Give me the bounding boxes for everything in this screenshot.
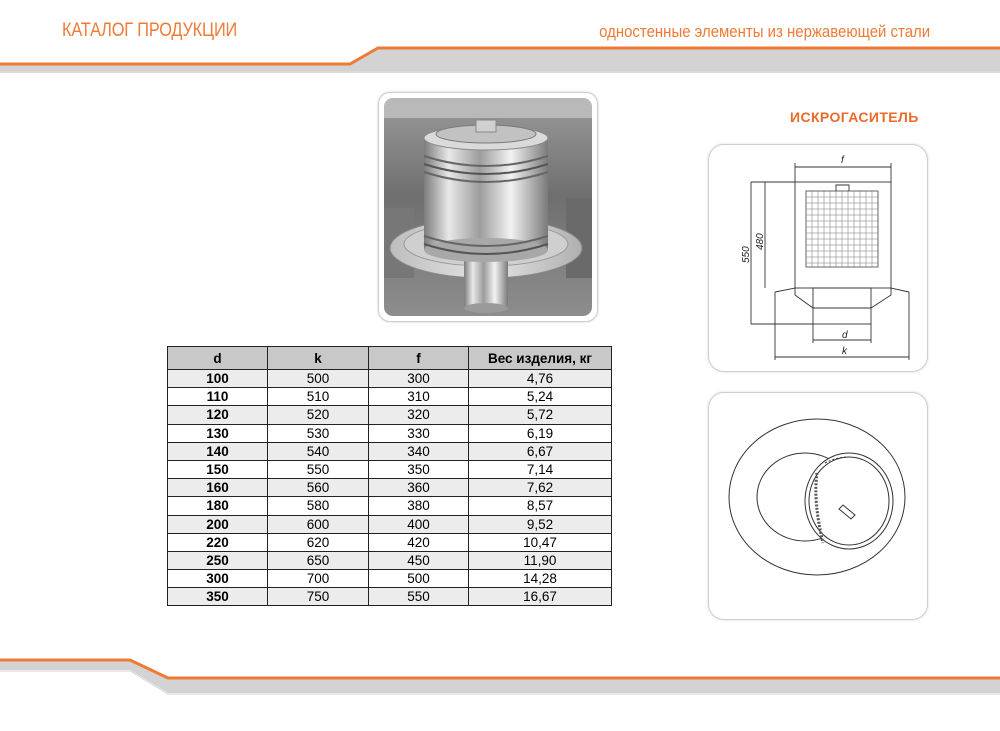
cell-weight: 5,72 <box>469 406 612 424</box>
cell-weight: 9,52 <box>469 515 612 533</box>
table-row <box>168 370 612 388</box>
product-photo <box>384 98 592 316</box>
catalog-title: КАТАЛОГ ПРОДУКЦИИ <box>62 20 238 41</box>
dimension-label-550: 550 <box>741 246 752 263</box>
column-header-d: d <box>168 347 268 370</box>
cell-weight: 6,67 <box>469 442 612 460</box>
cell-weight: 8,57 <box>469 497 612 515</box>
product-title: ИСКРОГАСИТЕЛЬ <box>790 109 919 125</box>
cell-d: 130 <box>168 424 268 442</box>
table-row <box>168 533 612 551</box>
cell-k: 700 <box>268 570 369 588</box>
cell-k: 750 <box>268 588 369 606</box>
side-view-drawing-frame <box>708 144 928 372</box>
cell-d: 350 <box>168 588 268 606</box>
cell-d: 220 <box>168 533 268 551</box>
cell-d: 100 <box>168 370 268 388</box>
cell-weight: 14,28 <box>469 570 612 588</box>
cell-weight: 10,47 <box>469 533 612 551</box>
cell-f: 360 <box>369 479 469 497</box>
table-row <box>168 515 612 533</box>
perspective-drawing <box>709 393 927 619</box>
cell-d: 120 <box>168 406 268 424</box>
cell-f: 320 <box>369 406 469 424</box>
cell-f: 550 <box>369 588 469 606</box>
table-row <box>168 479 612 497</box>
cell-d: 150 <box>168 460 268 478</box>
section-subtitle: одностенные элементы из нержавеющей стали <box>599 22 930 41</box>
dimension-label-k: k <box>842 346 847 357</box>
cell-weight: 7,14 <box>469 460 612 478</box>
cell-f: 310 <box>369 388 469 406</box>
cell-k: 620 <box>268 533 369 551</box>
cell-d: 250 <box>168 551 268 569</box>
cell-f: 380 <box>369 497 469 515</box>
cell-d: 140 <box>168 442 268 460</box>
cell-weight: 6,19 <box>469 424 612 442</box>
cell-k: 580 <box>268 497 369 515</box>
table-row <box>168 424 612 442</box>
cell-d: 110 <box>168 388 268 406</box>
table-row <box>168 588 612 606</box>
cell-d: 300 <box>168 570 268 588</box>
cell-k: 500 <box>268 370 369 388</box>
cell-d: 180 <box>168 497 268 515</box>
cell-k: 600 <box>268 515 369 533</box>
perspective-drawing-frame <box>708 392 928 620</box>
table-row <box>168 388 612 406</box>
cell-f: 400 <box>369 515 469 533</box>
cell-f: 450 <box>369 551 469 569</box>
cell-k: 560 <box>268 479 369 497</box>
cell-weight: 5,24 <box>469 388 612 406</box>
cell-f: 350 <box>369 460 469 478</box>
cell-f: 330 <box>369 424 469 442</box>
dimension-label-f: f <box>841 155 844 166</box>
table-row <box>168 497 612 515</box>
cell-f: 420 <box>369 533 469 551</box>
cell-k: 550 <box>268 460 369 478</box>
cell-k: 510 <box>268 388 369 406</box>
table-row <box>168 551 612 569</box>
cell-weight: 4,76 <box>469 370 612 388</box>
cell-f: 340 <box>369 442 469 460</box>
table-row <box>168 460 612 478</box>
table-row <box>168 442 612 460</box>
cell-weight: 16,67 <box>469 588 612 606</box>
cell-f: 300 <box>369 370 469 388</box>
cell-k: 530 <box>268 424 369 442</box>
cell-k: 650 <box>268 551 369 569</box>
cell-f: 500 <box>369 570 469 588</box>
table-row <box>168 570 612 588</box>
cell-weight: 7,62 <box>469 479 612 497</box>
cell-k: 520 <box>268 406 369 424</box>
cell-d: 160 <box>168 479 268 497</box>
cell-weight: 11,90 <box>469 551 612 569</box>
cell-k: 540 <box>268 442 369 460</box>
table-header-row <box>168 347 612 370</box>
column-header-k: k <box>268 347 369 370</box>
cell-d: 200 <box>168 515 268 533</box>
side-view-drawing <box>709 145 927 371</box>
column-header-weight: Вес изделия, кг <box>469 347 612 370</box>
table-row <box>168 406 612 424</box>
dimension-label-480: 480 <box>755 233 766 250</box>
product-photo-frame <box>378 92 598 322</box>
dimension-label-d: d <box>842 330 848 341</box>
column-header-f: f <box>369 347 469 370</box>
specification-table <box>167 346 612 606</box>
